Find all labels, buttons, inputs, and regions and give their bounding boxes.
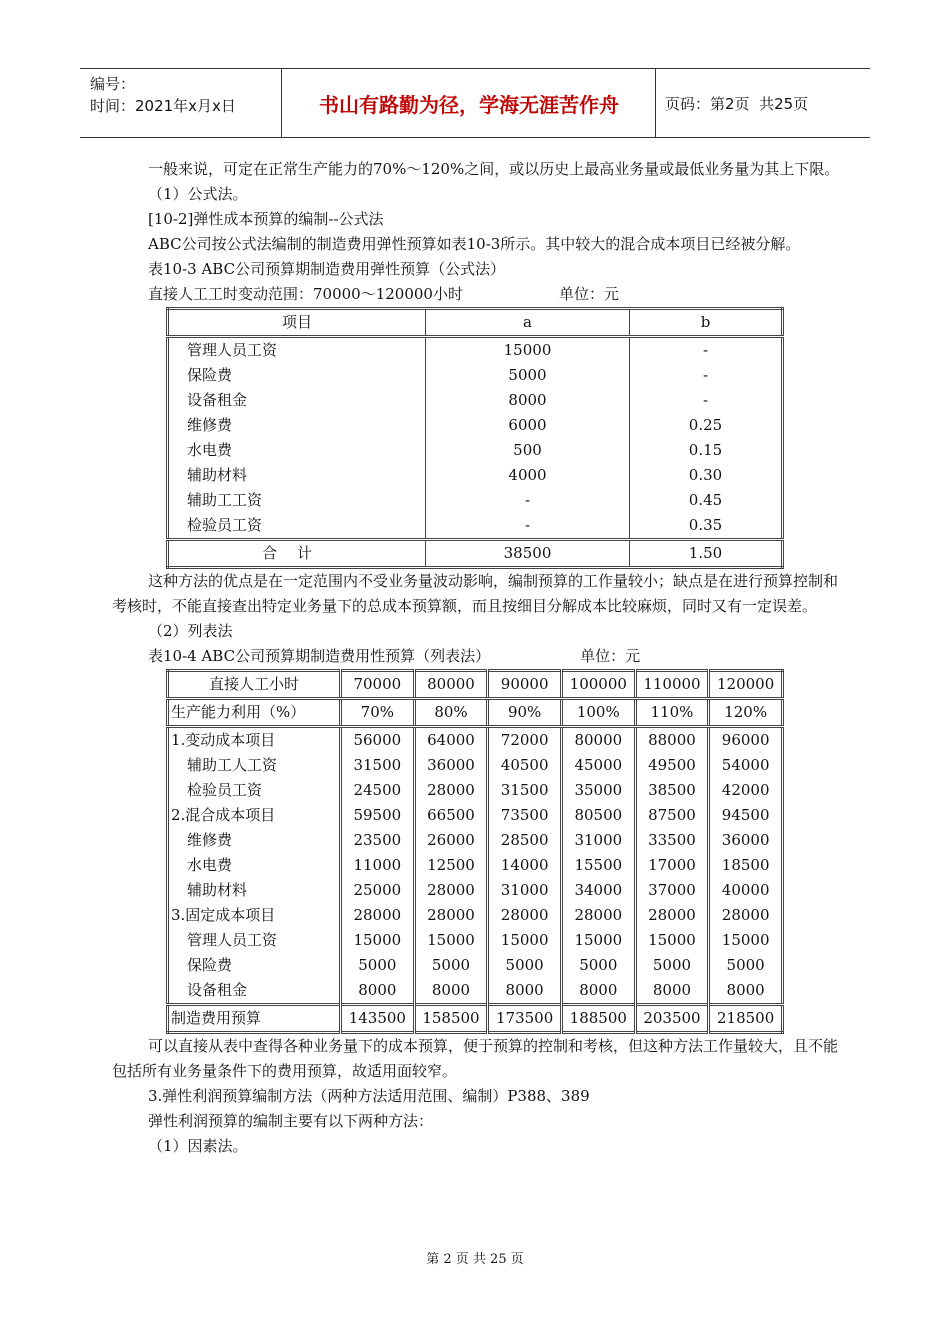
table-row [168, 978, 783, 1005]
table-row [168, 778, 783, 803]
cell: - [630, 388, 783, 413]
cell: 143500 [341, 1005, 415, 1033]
cell: 28000 [709, 903, 783, 928]
table-total-row [168, 1005, 783, 1033]
page-body [112, 157, 840, 1159]
cell: 28000 [488, 903, 562, 928]
cell: 水电费 [187, 441, 233, 459]
table-row [168, 753, 783, 778]
table1-range: 直接人工工时变动范围：70000～120000小时 [148, 285, 463, 303]
column-header: 直接人工小时 [168, 671, 341, 699]
column-header: 70000 [341, 671, 415, 699]
cell: 28000 [561, 903, 635, 928]
cell: 0.15 [630, 438, 783, 463]
table-row [168, 828, 783, 853]
cell: 28000 [341, 903, 415, 928]
cell: 辅助材料 [187, 466, 248, 484]
column-header: 110000 [635, 671, 709, 699]
cell: 66500 [414, 803, 488, 828]
cell: 合计 [168, 540, 426, 568]
column-header: 生产能力利用（%） [168, 699, 341, 727]
cell: 218500 [709, 1005, 783, 1033]
header-page-info: 页码：第2页 共25页 [665, 94, 809, 113]
cell: 8000 [426, 388, 630, 413]
page-header [80, 68, 870, 138]
column-header: 100% [561, 699, 635, 727]
table1-subcaption [112, 282, 840, 307]
cell: 31000 [561, 828, 635, 853]
cell: 5000 [561, 953, 635, 978]
cell: 4000 [426, 463, 630, 488]
cell: 18500 [709, 853, 783, 878]
table-row [168, 878, 783, 903]
cell: 15000 [426, 337, 630, 364]
number-label: 编号： [90, 75, 136, 93]
table2-caption-line [112, 644, 840, 669]
cell: 辅助工工资 [187, 491, 263, 509]
table-row [168, 363, 783, 388]
paragraph: 可以直接从表中查得各种业务量下的成本预算，便于预算的控制和考核，但这种方法工作量较大，且不能包括所有业务量条件下的费用预算，故适用面较窄。 [112, 1037, 839, 1080]
cell: 80000 [561, 727, 635, 754]
cell: 辅助工人工资 [187, 756, 278, 774]
cell: 25000 [341, 878, 415, 903]
formula-budget-table [166, 307, 784, 569]
cell: 54000 [709, 753, 783, 778]
column-header: 70% [341, 699, 415, 727]
cell: 49500 [635, 753, 709, 778]
cell: 15000 [561, 928, 635, 953]
table1-caption: 表10-3 ABC公司预算期制造费用弹性预算（公式法） [148, 260, 506, 278]
paragraph: （1）因素法。 [148, 1137, 248, 1155]
column-header: 120% [709, 699, 783, 727]
cell: 42000 [709, 778, 783, 803]
cell: 15000 [635, 928, 709, 953]
column-header: 110% [635, 699, 709, 727]
cell: 158500 [414, 1005, 488, 1033]
cell: 制造费用预算 [168, 1005, 341, 1033]
paragraph: 一般来说，可定在正常生产能力的70%～120%之间，或以历史上最高业务量或最低业务量为其上下限。 [148, 160, 840, 178]
cell: 45000 [561, 753, 635, 778]
table-total-row [168, 540, 783, 568]
cell: 维修费 [187, 831, 233, 849]
cell: 15000 [414, 928, 488, 953]
cell: 173500 [488, 1005, 562, 1033]
table2-unit: 单位：元 [580, 647, 641, 665]
column-header: 90000 [488, 671, 562, 699]
column-header: 80% [414, 699, 488, 727]
table-header-row [168, 309, 783, 337]
list-budget-table [166, 669, 784, 1034]
table-row [168, 513, 783, 540]
header-divider [655, 69, 656, 137]
cell: 37000 [635, 878, 709, 903]
cell: 31000 [488, 878, 562, 903]
table-row [168, 438, 783, 463]
cell: 28000 [414, 903, 488, 928]
cell: 59500 [341, 803, 415, 828]
cell: 28000 [414, 778, 488, 803]
cell: 管理人员工资 [187, 931, 278, 949]
cell: 检验员工资 [187, 516, 263, 534]
cell: 检验员工资 [187, 781, 263, 799]
cell: 36000 [709, 828, 783, 853]
page-footer: 第 2 页 共 25 页 [426, 1252, 524, 1267]
cell: 3.固定成本项目 [171, 906, 276, 924]
cell: 5000 [635, 953, 709, 978]
cell: 2.混合成本项目 [171, 806, 276, 824]
cell: 14000 [488, 853, 562, 878]
cell: 80500 [561, 803, 635, 828]
column-header: a [426, 309, 630, 337]
cell: 23500 [341, 828, 415, 853]
cell: 28500 [488, 828, 562, 853]
cell: 5000 [414, 953, 488, 978]
cell: 8000 [561, 978, 635, 1005]
cell: 1.变动成本项目 [171, 731, 276, 749]
cell: 40500 [488, 753, 562, 778]
cell: 11000 [341, 853, 415, 878]
column-header: 项目 [168, 309, 426, 337]
cell: 73500 [488, 803, 562, 828]
cell: 203500 [635, 1005, 709, 1033]
column-header: 90% [488, 699, 562, 727]
column-header: 80000 [414, 671, 488, 699]
cell: 87500 [635, 803, 709, 828]
cell: 辅助材料 [187, 881, 248, 899]
cell: 28000 [414, 878, 488, 903]
cell: 0.45 [630, 488, 783, 513]
table-row [168, 903, 783, 928]
cell: 0.25 [630, 413, 783, 438]
column-header: 100000 [561, 671, 635, 699]
cell: 500 [426, 438, 630, 463]
header-motto: 书山有路勤为径，学海无涯苦作舟 [319, 92, 619, 117]
cell: 34000 [561, 878, 635, 903]
paragraph: 弹性利润预算的编制主要有以下两种方法： [148, 1112, 434, 1130]
cell: 设备租金 [187, 391, 248, 409]
cell: 维修费 [187, 416, 233, 434]
cell: 26000 [414, 828, 488, 853]
table-header-row [168, 671, 783, 699]
time-label: 时间：2021年x月x日 [90, 97, 236, 115]
cell: 56000 [341, 727, 415, 754]
paragraph: ABC公司按公式法编制的制造费用弹性预算如表10-3所示。其中较大的混合成本项目已经被分解。 [148, 235, 801, 253]
cell: 188500 [561, 1005, 635, 1033]
table-row [168, 803, 783, 828]
cell: 1.50 [630, 540, 783, 568]
cell: 15000 [709, 928, 783, 953]
paragraph: [10-2]弹性成本预算的编制--公式法 [148, 210, 384, 228]
cell: 31500 [341, 753, 415, 778]
paragraph: （2）列表法 [148, 622, 233, 640]
cell: 17000 [635, 853, 709, 878]
cell: 6000 [426, 413, 630, 438]
table-row [168, 853, 783, 878]
cell: 5000 [709, 953, 783, 978]
table-row [168, 388, 783, 413]
cell: 15500 [561, 853, 635, 878]
cell: - [426, 513, 630, 540]
cell: 0.30 [630, 463, 783, 488]
cell: 管理人员工资 [187, 341, 278, 359]
cell: 5000 [341, 953, 415, 978]
table-row [168, 953, 783, 978]
table-header-row [168, 699, 783, 727]
cell: 88000 [635, 727, 709, 754]
cell: 8000 [414, 978, 488, 1005]
header-divider [281, 69, 282, 137]
cell: - [426, 488, 630, 513]
table-row [168, 727, 783, 754]
cell: 40000 [709, 878, 783, 903]
cell: 38500 [635, 778, 709, 803]
cell: 33500 [635, 828, 709, 853]
cell: 8000 [341, 978, 415, 1005]
header-left [90, 73, 236, 117]
column-header: 120000 [709, 671, 783, 699]
cell: 12500 [414, 853, 488, 878]
cell: 31500 [488, 778, 562, 803]
cell: 24500 [341, 778, 415, 803]
table-row [168, 488, 783, 513]
cell: 28000 [635, 903, 709, 928]
cell: 15000 [488, 928, 562, 953]
paragraph: 3.弹性利润预算编制方法（两种方法适用范围、编制）P388、389 [148, 1087, 590, 1105]
cell: 36000 [414, 753, 488, 778]
cell: 水电费 [187, 856, 233, 874]
paragraph: 这种方法的优点是在一定范围内不受业务量波动影响，编制预算的工作量较小；缺点是在进行预算控制和考核时，不能直接查出特定业务量下的总成本预算额，而且按细目分解成本比较麻烦，同时又有一定误差。 [112, 572, 839, 615]
table2-caption: 表10-4 ABC公司预算期制造费用性预算（列表法） [148, 647, 491, 665]
table-row [168, 928, 783, 953]
cell: - [630, 363, 783, 388]
cell: - [630, 337, 783, 364]
column-header: b [630, 309, 783, 337]
cell: 5000 [488, 953, 562, 978]
table-row [168, 413, 783, 438]
cell: 8000 [709, 978, 783, 1005]
cell: 35000 [561, 778, 635, 803]
table-row [168, 463, 783, 488]
cell: 8000 [488, 978, 562, 1005]
cell: 94500 [709, 803, 783, 828]
cell: 96000 [709, 727, 783, 754]
cell: 5000 [426, 363, 630, 388]
table-row [168, 337, 783, 364]
cell: 0.35 [630, 513, 783, 540]
cell: 64000 [414, 727, 488, 754]
paragraph: （1）公式法。 [148, 185, 248, 203]
cell: 8000 [635, 978, 709, 1005]
table1-unit: 单位：元 [558, 285, 619, 303]
cell: 保险费 [187, 956, 233, 974]
cell: 38500 [426, 540, 630, 568]
cell: 15000 [341, 928, 415, 953]
cell: 设备租金 [187, 981, 248, 999]
cell: 72000 [488, 727, 562, 754]
cell: 保险费 [187, 366, 233, 384]
